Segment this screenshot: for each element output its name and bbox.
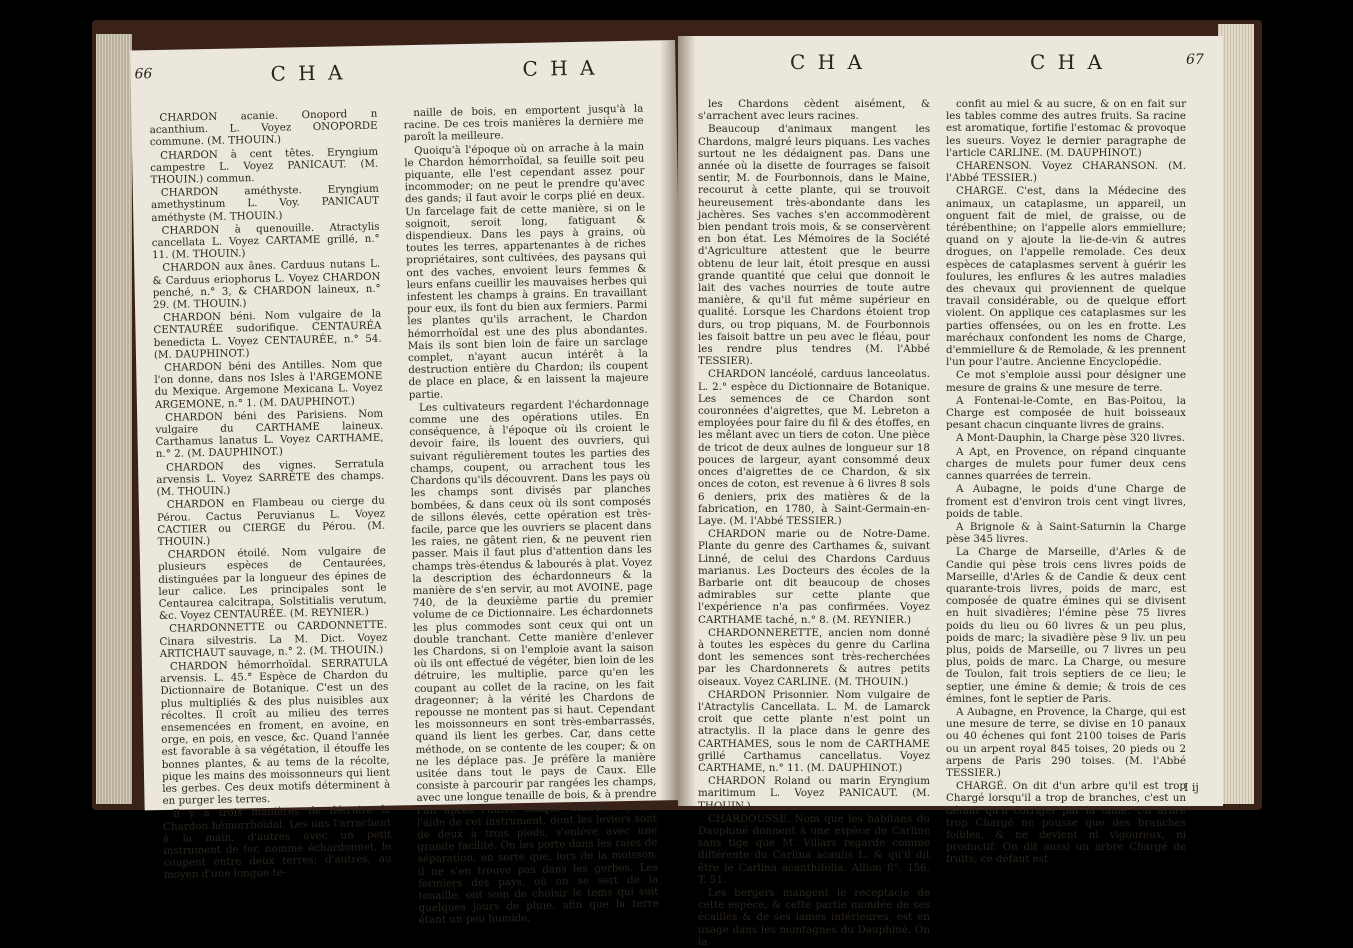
entry-paragraph: CHARDONNETTE ou CARDONNETTE. Cinara silvestris. La M. Dict. Voyez ARTICHAUT sauvage, n.° 2. (M. THOUIN.) xyxy=(159,618,388,660)
left-page-edges xyxy=(96,34,132,804)
entry-paragraph: A Mont-Dauphin, la Charge pèse 320 livres. xyxy=(956,432,1185,445)
entry-paragraph: A Apt, en Provence, on répand cinquante charges de mulets pour fumer deux cens cannes quarrées de terrein. xyxy=(946,445,1186,483)
entry-paragraph: CHARDON améthyste. Eryngium amethystinum L. Voy. PANICAUT améthyste (M. THOUIN.) xyxy=(150,182,380,224)
entry-paragraph: La Charge de Marseille, d'Arles & de Candie qui pèse trois cens livres poids de Marseille, d'Arles & de Candie & deux cent quarante-trois livres, poids de marc, est composée de quatre émines qui se divisent en huit sivadières; l'émine pèse 75 livres poids du lieu ou 60 livres & un peu plus, poids de marc; la sivadière pèse 9 liv. un peu plus, poids de Marseille, ou 7 livres un peu plus, poids de marc. La Charge, ou mesure de Toulon, fait trois septiers de ce lieu; le septier, une émine & demie; & trois de ces émines, font le septier de Paris. xyxy=(946,546,1186,705)
right-col1-running-head: C H A xyxy=(790,50,865,74)
entry-paragraph: Les bergers mangent le réceptacle de cette espèce, & cette partie mondée de ses écailles & de ses lames intérieures, est en usage dans les montagnes du Dauphiné. On la xyxy=(698,887,930,948)
entry-paragraph: Les cultivateurs regardent l'échardonnage comme une des opérations utiles. En conséquence, à l'époque où ils croient le devoir faire, ils louent des ouvriers, qui suivant régulièrement toutes les parties des champs, coupent, ou arrachent tous les Chardons qu'ils découvrent. Dans les pays où les champs sont divisés par planches bombées, & dans ceux où ils sont composés de sillons élevés, cette opération est très-facile, parce que les ouvriers se placent dans les raies, ne gâtent rien, & ne peuvent rien passer. Mais il faut plus d'attention dans les champs très-étendus & labourés à plat. Voyez la description des échardonneurs & la manière de s'en servir, au mot AVOINE, page 740, de la deuxième partie du premier volume de ce Dictionnaire. Les échardonnets les plus commodes sont ceux qui ont un double tranchant. Cette manière d'enlever les Chardons, si on l'emploie avant la saison où ils ont effectué de végéter, bien loin de les détruire, les multiplie, parce qu'en les coupant au collet de la racine, on les fait drageonner; à la vérité les Chardons de repousse ne montent pas si haut. Cependant les moissonneurs en sont très-embarrassés, quand ils lient les gerbes. Car, dans cette méthode, on se contente de les couper; & on ne les déplace pas. Je préfère la manière usitée dans tout le pays de Caux. Elle consiste à parcourir par rangées les champs, avec une longue tenaille de bois, & à prendre l'un après l'autre chaque Chardon qui, à l'aide de cet instrument, dont les leviers sont de deux à trois pieds, s'enlève avec une grande facilité. On les porte dans les raies de séparation, en sorte que, lors de la moisson, il ne s'en trouve pas dans les gerbes. Les fermiers des pays, où on se sert de la tenaille, ont soin de choisir le tems qui suit quelques jours de pluie, afin que la terre étant un peu humide, xyxy=(409,397,659,927)
entry-paragraph: CHARDON Roland ou marin Eryngium maritimum L. Voyez PANICAUT. (M. THOUIN.) xyxy=(698,775,930,812)
entry-paragraph: A Fontenai-le-Comte, en Bas-Poitou, la Charge est composée de huit boisseaux pesant chacun cinquante livres de grains. xyxy=(946,394,1186,432)
entry-paragraph: A Brignole & à Saint-Saturnin la Charge pèse 345 livres. xyxy=(946,520,1186,546)
entry-paragraph: CHARDON étoilé. Nom vulgaire de plusieurs espèces de Centaurées, distinguées par la longueur des épines de leur calice. Les principales sont le Centaurea calcitrapa, Solstitialis verutum, &c. Voyez CENTAURÉE. (M. REYNIER.) xyxy=(157,544,387,623)
entry-paragraph: naille de bois, en emportent jusqu'à la racine. De ces trois manières la dernière me paroît la meilleure. xyxy=(403,102,644,144)
entry-paragraph: CHARDON des vignes. Serratula arvensis L. Voyez SARRÈTE des champs. (M. THOUIN.) xyxy=(156,457,385,499)
entry-paragraph: CHARENSON. Voyez CHARANSON. (M. l'Abbé TESSIER.) xyxy=(946,160,1186,185)
entry-paragraph: CHARGÉ. On dit d'un arbre qu'il est trop Chargé lorsqu'il a trop de branches, c'est un défaut qu'il corriger par la taille. Un arbre trop Chargé ne pousse que des branches foibles, & ne devient ni vigoureux, ni productif. On dit aussi un arbre Chargé de fruits; ce défaut est xyxy=(946,780,1186,866)
left-column-2 xyxy=(403,102,659,927)
entry-paragraph: CHARDON en Flambeau ou cierge du Pérou. Cactus Peruvianus L. Voyez CACTIER ou CIERGE du Pérou. (M. THOUIN.) xyxy=(156,494,386,548)
entry-paragraph: CHARDONNERETTE, ancien nom donné à toutes les espèces du genre du Carlina dont les semences sont très-recherchées par les Chardonnerets & autres petits oiseaux. Voyez CARLINE. (M. THOUIN.) xyxy=(698,626,930,688)
entry-paragraph: CHARDON à cent têtes. Eryngium campestre L. Voyez PANICAUT. (M. THOUIN.) commun. xyxy=(150,145,379,187)
entry-paragraph: CHARDON béni des Parisiens. Nom vulgaire du CARTHAME laineux. Carthamus lanatus L. Voyez CARTHAME, n.° 2. (M. DAUPHINOT.) xyxy=(155,407,384,461)
entry-paragraph: CHARDON Prisonnier. Nom vulgaire de l'Atractylis Cancellata. L. M. de Lamarck croit que cette plante n'est point un atractylis. Il la place dans le genre des CARTHAMES, sous le nom de CARTHAME grillé Carthamus cancellatus. Voyez CARTHAME, n.° 11. (M. DAUPHINOT.) xyxy=(698,688,930,774)
left-column-1 xyxy=(149,107,392,882)
right-page-edges xyxy=(1218,24,1254,804)
right-col2-running-head: C H A xyxy=(1030,50,1105,74)
left-page xyxy=(130,40,689,927)
entry-paragraph: Il y a trois manières de détruire le Chardon hémorrhoïdal. Les uns l'arrachent à la main, d'autres avec un petit instrument de fer, nommé échardonnet, le coupent entre deux terres; d'autres, au moyen d'une longue te- xyxy=(162,803,392,882)
left-col1-running-head: C H A xyxy=(270,60,346,86)
entry-paragraph: Beaucoup d'animaux mangent les Chardons, malgré leurs piquans. Les vaches surtout ne les dédaignent pas. Dans une année où la disette de fourrages se faisoit sentir, M. de Fourbonnois, dans le Maine, recourut à cette plante, qui se trouvoit heureusement très-abondante dans les jachères. Ses vaches s'en accommodèrent bien pendant trois mois, & se conservèrent en bon état. Les Mémoires de la Société d'Agriculture attestent que le beurre obtenu de leur lait, étoit presque en aussi grande quantité que celui que donnoit le lait des vaches nourries de toute autre manière, & qu'il fut même supérieur en qualité. Lorsque les Chardons étoient trop durs, ou trop piquans, M. de Fourbonnois les faisoit battre un peu avec le fléau, pour les rendre plus tendres (M. l'Abbé TESSIER). xyxy=(698,123,930,368)
entry-paragraph: CHARGE. C'est, dans la Médecine des animaux, un cataplasme, un appareil, un onguent fait de miel, de graisse, ou de térébenthine; on l'appelle alors emmiellure; quand on y ajoute la lie-de-vin & autres drogues, on l'appelle remolade. Ces deux espèces de cataplasmes servent à guérir les foulures, les enflures & les autres maladies des chevaux qui proviennent de quelque travail considérable, ou de quelque effort violent. On applique ces cataplasmes sur les parties offensées, ou on les en frotte. Les maréchaux confondent les noms de Charge, d'emmiellure & de Remolade, & les prennent l'un pour l'autre. Ancienne Encyclopédie. xyxy=(946,185,1186,369)
entry-paragraph: Quoiqu'à l'époque où on arrache à la main le Chardon hémorrhoïdal, sa feuille soit peu piquante, elle l'est cependant assez pour incommoder; on ne peut le prendre qu'avec des gands; il faut avoir le corps plié en deux. Un farcelage fait de cette manière, si on le soignoit, seroit long, fatiguant & dispendieux. Dans les pays à grains, où toutes les terres, appartenantes à de riches propriétaires, sont cultivées, des paysans qui ont des vaches, envoient leurs femmes & leurs enfans cueillir les mauvaises herbes qui infestent les champs à grains. En travaillant pour eux, ils font du bien aux fermiers. Parmi les plantes qu'ils arrachent, le Chardon hémorrhoïdal est une des plus abondantes. Mais ils sont bien loin de faire un sarclage complet, n'ayant aucun intérêt à la destruction entière du Chardon; ils coupent de place en place, & en laissent la majeure partie. xyxy=(404,140,649,401)
entry-paragraph: CHARDON acanie. Onopord n acanthium. L. Voyez ONOPORDE commune. (M. THOUIN.) xyxy=(149,107,378,149)
entry-paragraph: CHARDON aux ânes. Carduus nutans L. & Carduus eriophorus L. Voyez CHARDON penché, n.° 3, & CHARDON laineux, n.° 29. (M. THOUIN.) xyxy=(152,258,381,312)
entry-paragraph: CHARDON lancéolé, carduus lanceolatus. L. 2.° espèce du Dictionnaire de Botanique. Les semences de ce Chardon sont couronnées d'aigrettes, que M. Lebreton a employées pour faire du fil & des étoffes, en les mêlant avec un tiers de coton. Une pièce de tricot de deux aulnes de longueur sur 18 pouces de largeur, ayant consommé deux onces d'aigrettes de ce Chardon, & six onces de coton, est revenue à 6 livres 8 sols 6 deniers, prix des matières & de la fabrication, en 1780, à Saint-Germain-en-Laye. (M. l'Abbé TESSIER.) xyxy=(698,368,930,527)
left-page-number: 66 xyxy=(134,66,153,83)
right-page xyxy=(678,36,1223,948)
entry-paragraph: Ce mot s'emploie aussi pour désigner une mesure de grains & une mesure de terre. xyxy=(946,369,1186,394)
entry-paragraph: CHARDON hémorrhoïdal. SERRATULA arvensis. L. 45.° Espèce de Chardon du Dictionnaire de Botanique. C'est un des plus multipliés & des plus nuisibles aux récoltes. Il croît au milieu des terres ensemencées en froment, en avoine, en orge, en pois, en vesce, &c. Quand l'année est favorable à sa végétation, il étouffe les bonnes plantes, & au tems de la récolte, pique les mains des moissonneurs qui lient les gerbes. Ces deux motifs déterminent à en purger les terres. xyxy=(160,656,391,808)
right-column-1 xyxy=(698,98,930,948)
entry-paragraph: A Aubagne, le poids d'une Charge de froment est d'environ trois cent vingt livres, poids de table. xyxy=(946,483,1186,520)
entry-paragraph: A Aubagne, en Provence, la Charge, qui est une mesure de terre, se divise en 10 panaux ou 40 échenes qui font 2100 toises de Paris ou un arpent royal 845 toises, 20 pieds ou 2 arpens de Paris 290 toises. (M. l'Abbé TESSIER.) xyxy=(946,705,1186,779)
entry-paragraph: CHARDON à quenouille. Atractylis cancellata L. Voyez CARTAME grillé, n.° 11. (M. THOUIN.) xyxy=(151,220,380,262)
entry-paragraph: confit au miel & au sucre, & on en fait sur les tables comme des autres fruits. Sa racine est aromatique, fortifie l'estomac & provoque les sueurs. Voyez le dernier paragraphe de l'article CARLINE. (M. DAUPHINOT.) xyxy=(946,98,1186,159)
entry-paragraph: CHARDON béni. Nom vulgaire de la CENTAURÉE sudorifique. CENTAURÉA benedicta L. Voyez CENTAURÉE, n.° 54. (M. DAUPHINOT.) xyxy=(153,307,382,361)
entry-paragraph: les Chardons cèdent aisément, & s'arrachent avec leurs racines. xyxy=(698,98,930,123)
entry-paragraph: CHARDON béni des Antilles. Nom que l'on donne, dans nos Isles à l'ARGEMONE du Mexique. Argemone Mexicana L. Voyez ARGEMONE, n.° 1. (M. DAUPHINOT.) xyxy=(154,357,383,411)
signature-mark: I ij xyxy=(1184,781,1199,794)
right-column-2 xyxy=(946,98,1186,866)
entry-paragraph: CHARDOUSSE. Nom que les habitans du Dauphiné donnent à une espèce de Carline sans tige que M. Villars regarde comme différente du Carlina acaulis L. & qu'il dit être le Carlina acanthifolia. Allion fl°. 156. T. 51. xyxy=(698,812,930,886)
left-col2-running-head: C H A xyxy=(522,55,598,81)
entry-paragraph: CHARDON marie ou de Notre-Dame. Plante du genre des Carthames &, suivant Linné, de celui des Chardons Carduus marianus. Les Docteurs des écoles de la Barbarie ont dit beaucoup de choses admirables sur cette plante que l'expérience n'a pas confirmées. Voyez CARTHAME taché, n.° 8. (M. REYNIER.) xyxy=(698,528,930,626)
right-page-number: 67 xyxy=(1186,52,1204,68)
